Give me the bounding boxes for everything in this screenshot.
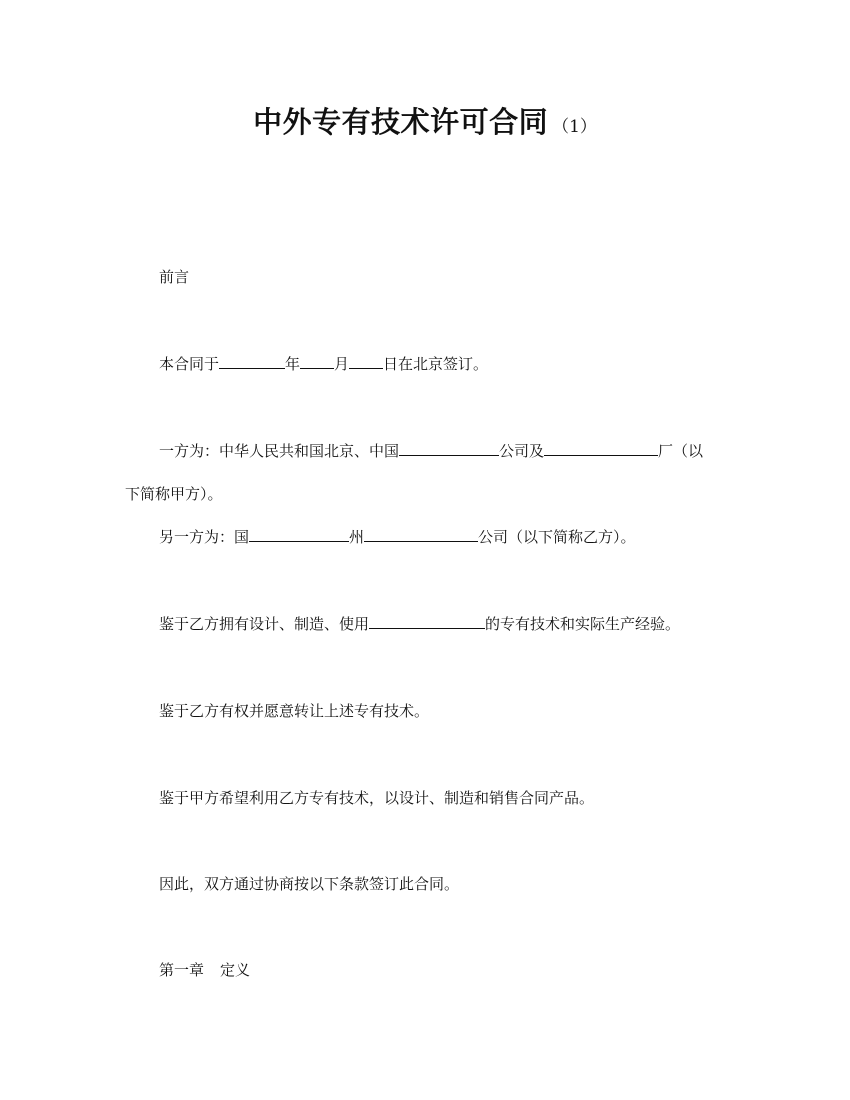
chapter-1-number: 第一章 [159, 961, 205, 979]
signing-text-3: 月 [334, 355, 350, 373]
whereas-1-text-1: 鉴于乙方拥有设计、制造、使用 [159, 615, 370, 633]
party-b-clause [159, 527, 636, 547]
party-b-text-1: 另一方为：国 [159, 528, 250, 546]
whereas-3: 鉴于甲方希望利用乙方专有技术，以设计、制造和销售合同产品。 [159, 789, 595, 807]
country-blank [249, 527, 349, 542]
signing-text-1: 本合同于 [159, 355, 220, 373]
party-a-text-2: ：中华人民共和国北京、中国 [204, 442, 400, 460]
signing-text-2: 年 [285, 355, 301, 373]
party-a-text-3: 公司及 [499, 442, 545, 460]
party-b-text-3: 公司（以下简称乙方）。 [478, 528, 636, 546]
chapter-1-name: 定义 [220, 961, 251, 979]
whereas-1 [159, 614, 680, 634]
therefore-clause: 因此，双方通过协商按以下条款签订此合同。 [159, 875, 460, 893]
whereas-2: 鉴于乙方有权并愿意转让上述专有技术。 [159, 702, 430, 720]
product-blank [369, 614, 485, 629]
factory-blank [544, 441, 658, 456]
title-suffix: （1） [552, 117, 597, 137]
title-main: 中外专有技术许可合同 [253, 105, 549, 139]
party-a-clause [159, 441, 703, 461]
party-a-text-1: 一方为 [159, 442, 205, 460]
party-a-continuation: 下简称甲方）。 [125, 485, 223, 503]
month-blank [300, 354, 334, 369]
chapter-1-heading [159, 960, 250, 980]
company-a-blank [399, 441, 499, 456]
year-blank [219, 354, 285, 369]
signing-text-4: 日在北京签订。 [383, 355, 489, 373]
party-a-text-4: 厂（以 [658, 442, 704, 460]
party-b-text-2: 州 [349, 528, 365, 546]
whereas-1-text-2: 的专有技术和实际生产经验。 [485, 615, 681, 633]
document-title [0, 100, 850, 141]
company-b-blank [364, 527, 478, 542]
signing-clause [159, 354, 488, 374]
preface-heading: 前言 [159, 268, 190, 286]
day-blank [349, 354, 383, 369]
